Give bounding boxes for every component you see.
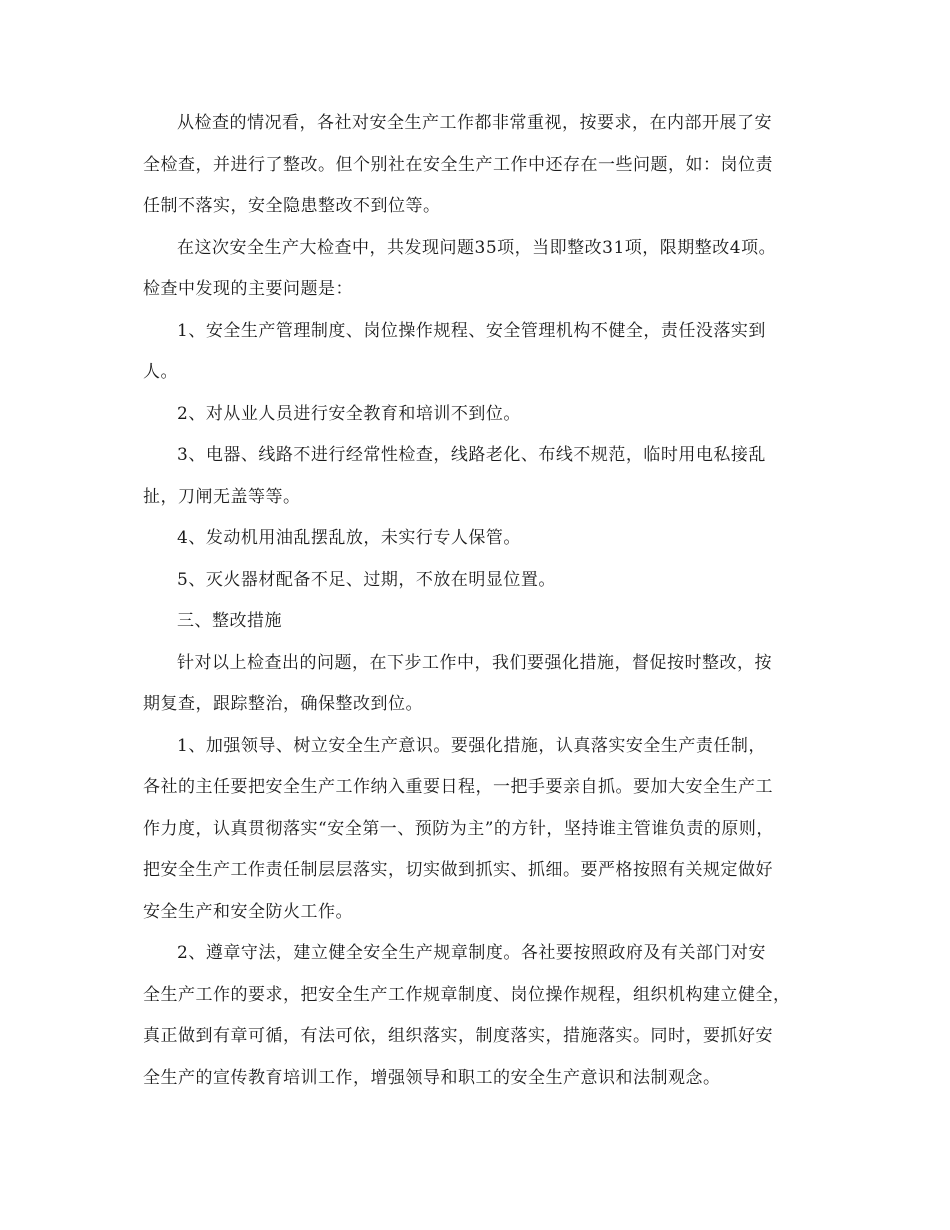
text-line: 针对以上检查出的问题，在下步工作中，我们要强化措施，督促按时整改，按 [177, 652, 772, 673]
text-line: 人。 [143, 362, 178, 382]
text-line: 1、安全生产管理制度、岗位操作规程、安全管理机构不健全，责任没落实到 [177, 320, 766, 341]
text-line: 2、对从业人员进行安全教育和培训不到位。 [177, 403, 521, 424]
text-line: 真正做到有章可循，有法可依，组织落实，制度落实，措施落实。同时，要抓好安 [143, 1026, 773, 1046]
text-line: 在这次安全生产大检查中，共发现问题35项，当即整改31项，限期整改4项。 [177, 237, 777, 258]
text-line: 5、灭火器材配备不足、过期，不放在明显位置。 [177, 569, 556, 590]
document-body [143, 103, 813, 1099]
text-line: 检查中发现的主要问题是： [143, 279, 353, 299]
text-line: 扯，刀闸无盖等等。 [143, 486, 301, 507]
text-line: 全检查，并进行了整改。但个别社在安全生产工作中还存在一些问题，如：岗位责 [143, 154, 773, 175]
text-line: 期复查，跟踪整治，确保整改到位。 [143, 694, 423, 714]
text-line: 作力度，认真贯彻落实“安全第一、预防为主”的方针，坚持谁主管谁负责的原则， [143, 818, 774, 839]
text-line: 安全生产和安全防火工作。 [143, 901, 353, 922]
text-line: 2、遵章守法，建立健全安全生产规章制度。各社要按照政府及有关部门对安 [177, 943, 766, 963]
text-line: 把安全生产工作责任制层层落实，切实做到抓实、抓细。要严格按照有关规定做好 [143, 860, 773, 880]
text-line: 3、电器、线路不进行经常性检查，线路老化、布线不规范，临时用电私接乱 [177, 445, 766, 465]
text-line: 任制不落实，安全隐患整改不到位等。 [143, 196, 441, 216]
text-line: 4、发动机用油乱摆乱放，未实行专人保管。 [177, 528, 521, 548]
text-line: 全生产的宣传教育培训工作，增强领导和职工的安全生产意识和法制观念。 [143, 1067, 721, 1088]
text-line: 从检查的情况看，各社对安全生产工作都非常重视，按要求，在内部开展了安 [177, 113, 772, 133]
text-line: 1、加强领导、树立安全生产意识。要强化措施，认真落实安全生产责任制， [177, 735, 766, 756]
text-line: 全生产工作的要求，把安全生产工作规章制度、岗位操作规程，组织机构建立健全， [143, 984, 791, 1005]
text-line: 各社的主任要把安全生产工作纳入重要日程，一把手要亲自抓。要加大安全生产工 [143, 777, 773, 797]
section-heading: 三、整改措施 [177, 611, 282, 631]
